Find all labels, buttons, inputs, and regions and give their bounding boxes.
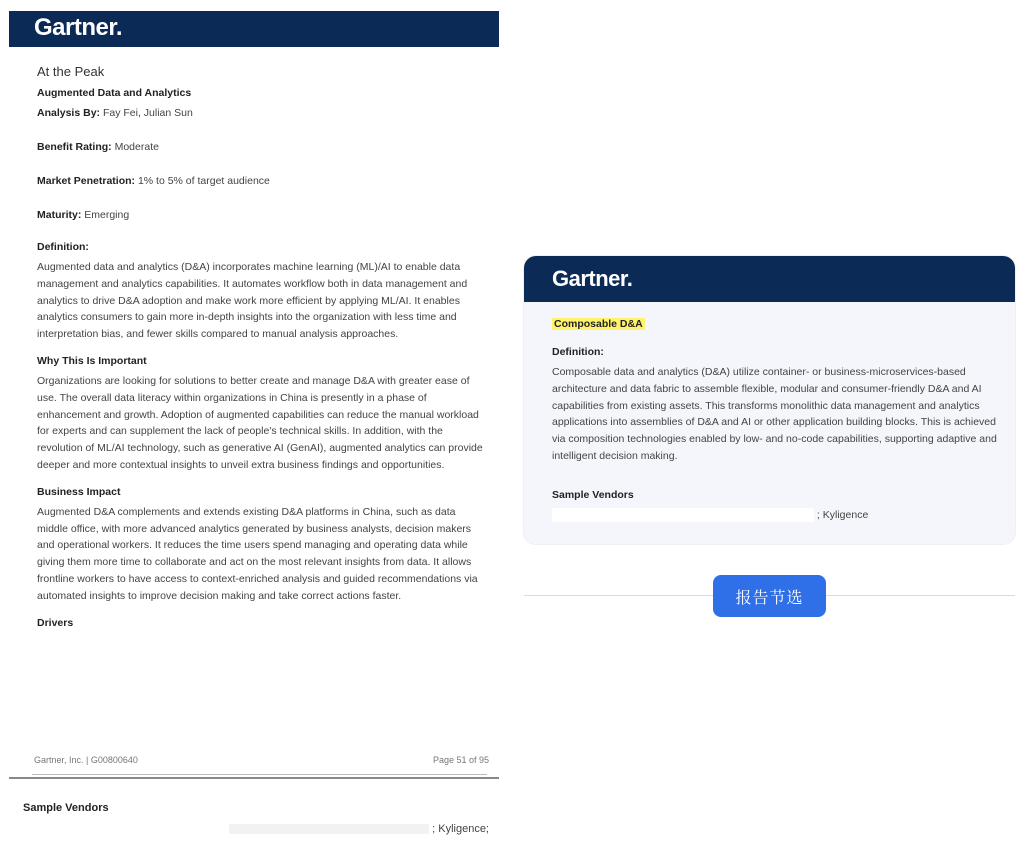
card-body: [552, 314, 997, 522]
footer-doc-id: Gartner, Inc. | G00800640: [34, 755, 138, 765]
footer-page-number: Page 51 of 95: [432, 755, 489, 765]
card-vendor-tail: ; Kyligence: [816, 508, 869, 521]
benefit-rating: Benefit Rating: Moderate: [37, 141, 159, 153]
page-separator: [9, 777, 499, 779]
gartner-logo: Gartner.: [34, 14, 123, 41]
maturity: Maturity: Emerging: [37, 209, 130, 221]
report-excerpt-button[interactable]: 报告节选: [713, 575, 826, 617]
business-impact-heading: Business Impact: [37, 485, 121, 498]
document-footer: [34, 755, 489, 765]
why-important-heading: Why This Is Important: [37, 354, 147, 367]
why-important-text: Organizations are looking for solutions to better create and manage D&A with greater ease of use. The overall data literacy within organizations in China is presently in a phase of enhancement and growth. Adoption of augmented capabilities can reduce the manual workload for experts and can supplement the lack of people's technical skills. In addition, with the revolution of ML/AI technology, such as generative AI (GenAI), augmented analytics can provide deeper and more contextual insights to unveil extra business findings and opportunities.: [37, 374, 483, 471]
card-definition-heading: Definition:: [552, 346, 604, 358]
next-page-snippet: [23, 802, 489, 835]
analysis-by: Analysis By: Fay Fei, Julian Sun: [37, 107, 193, 119]
footer-rule: [32, 774, 487, 775]
redacted-vendors: [552, 508, 814, 522]
card-sample-vendors-heading: Sample Vendors: [552, 488, 634, 501]
redacted-vendors: [229, 824, 429, 834]
document-title: Augmented Data and Analytics: [37, 87, 192, 99]
market-penetration: Market Penetration: 1% to 5% of target audience: [37, 175, 270, 187]
card-title: Composable D&A: [554, 318, 643, 330]
sample-vendors-heading: Sample Vendors: [23, 802, 109, 814]
excerpt-card: [524, 256, 1015, 544]
document-page: [9, 11, 499, 859]
vendor-list: [23, 823, 489, 835]
drivers-heading: Drivers: [37, 616, 74, 629]
vendor-tail: ; Kyligence;: [432, 823, 489, 835]
card-vendor-list: [552, 508, 997, 522]
document-body: [37, 64, 489, 629]
card-header: [524, 256, 1015, 302]
definition-heading: Definition:: [37, 241, 89, 253]
business-impact-text: Augmented D&A complements and extends existing D&A platforms in China, such as data middle office, with more advanced analytics generated by business analysts, decision makers and operational workers. It reduces the time users spend managing and operating data while giving them more time to collaborate and act on the most relevant insights from data. It allows frontline workers to have access to context-enriched analysis and guided recommendations via automated insights to improve decision making and take correct actions faster.: [37, 505, 478, 602]
card-definition-text: Composable data and analytics (D&A) utilize container- or business-microservices-based architecture and data fabric to assemble flexible, modular and consumer-friendly D&A and AI capabilities from existing assets. This transforms monolithic data management and analytics applications into assemblies of D&A and AI or other application building blocks. This is achieved via composition technologies enabled by low- and no-code capabilities, supporting adaptive and intelligent decision making.: [552, 366, 997, 462]
definition-text: Augmented data and analytics (D&A) incorporates machine learning (ML)/AI to enable data management and analytics capabilities. It automates workflow both in data management and analytics to drive D&A adoption and make work more efficient by applying ML/AI. It enables analytics consumers to gain more in-depth insights into the organization with less time and interpretation bias, and fewer skills compared to manual analysis approaches.: [37, 261, 468, 341]
gartner-logo: Gartner.: [552, 266, 633, 291]
section-position: At the Peak: [37, 64, 105, 79]
document-header: [9, 11, 499, 47]
